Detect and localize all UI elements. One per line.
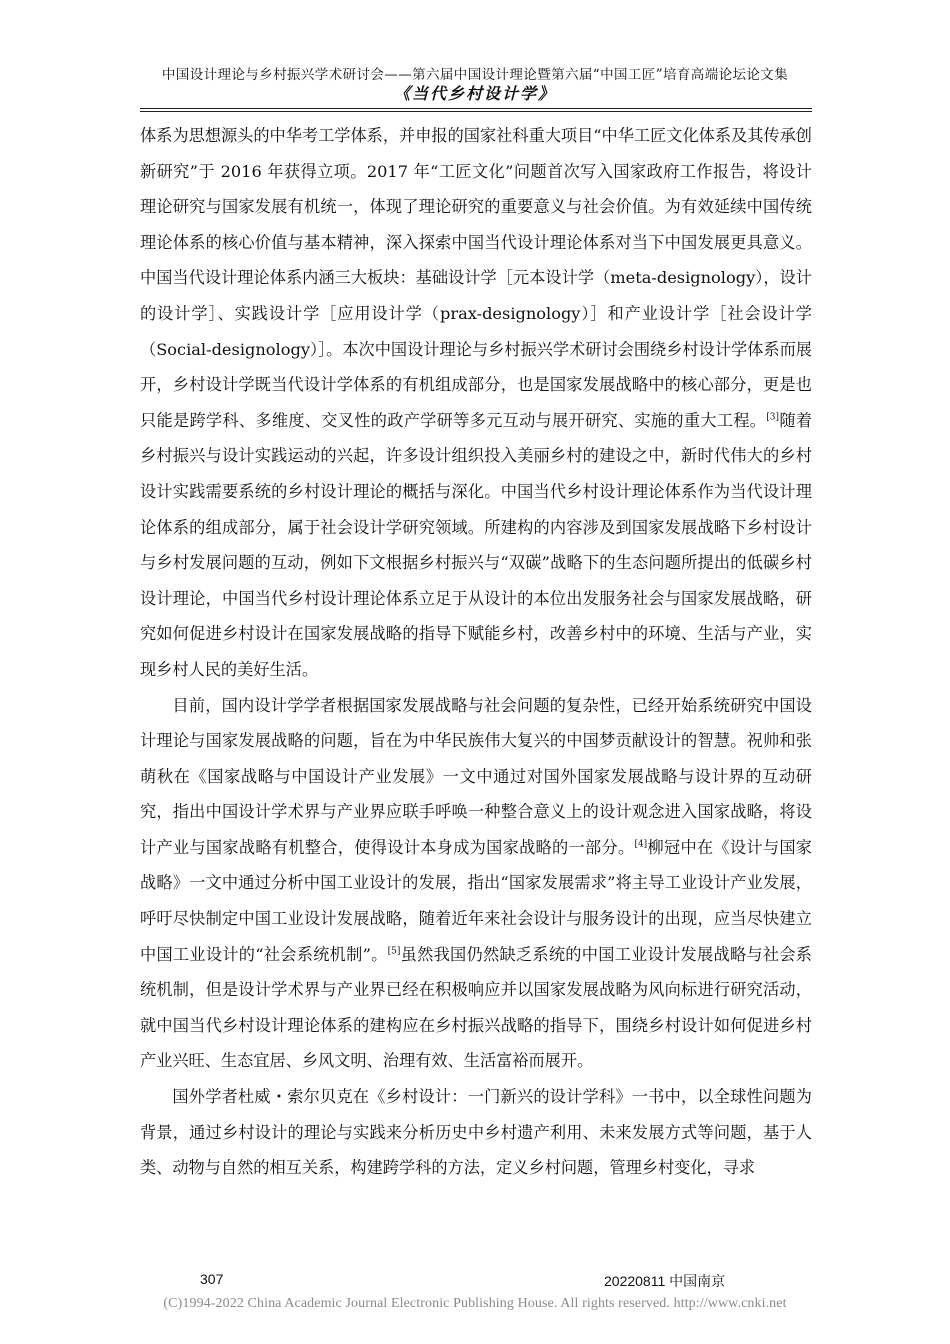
header-rule-top bbox=[140, 108, 812, 109]
proceedings-title: 中国设计理论与乡村振兴学术研讨会——第六届中国设计理论暨第六届“中国工匠”培育高端论坛论文集 bbox=[161, 67, 789, 83]
citation-marker: [5] bbox=[387, 946, 401, 957]
book-title: 《当代乡村设计学》 bbox=[393, 84, 556, 103]
paragraph-3 bbox=[140, 1079, 812, 1186]
footer-date-location: 20220811 中国南京 bbox=[604, 1273, 726, 1289]
copyright-notice: (C)1994-2022 China Academic Journal Electronic Publishing House. All rights reserved. http://www.cnki.net bbox=[163, 1296, 787, 1311]
text-run: 体系为思想源头的中华考工学体系，并申报的国家社科重大项目“中华工匠文化体系及其传承创新研究”于 2016 年获得立项。2017 年“工匠文化”问题首次写入国家政府工作报告，将设计理论研究与国家发展有机统一，体现了理论研究的重要意义与社会价值。为有效延续中国传统理论体系的核心价值与基本精神，深入探索中国当代设计理论体系对当下中国发展更具意义。中国当代设计理论体系内涵三大板块：基础设计学［元本设计学（meta-designology），设计的设计学］、实践设计学［应用设计学（prax-designology）］和产业设计学［社会设计学（Social-designology）］。本次中国设计理论与乡村振兴学术研讨会围绕乡村设计学体系而展开，乡村设计学既当代设计学体系的有机组成部分，也是国家发展战略中的核心部分，更是也只能是跨学科、多维度、交叉性的政产学研等多元互动与展开研究、实施的重大工程。 bbox=[140, 126, 812, 430]
paragraph-1 bbox=[140, 118, 812, 688]
article-body bbox=[140, 118, 812, 1186]
paragraph-2 bbox=[140, 688, 812, 1080]
text-run: 国外学者杜威・索尔贝克在《乡村设计：一门新兴的设计学科》一书中，以全球性问题为背景，通过乡村设计的理论与实践来分析历史中乡村遗产利用、未来发展方式等问题，基于人类、动物与自然的相互关系，构建跨学科的方法，定义乡村问题，管理乡村变化，寻求 bbox=[140, 1087, 812, 1178]
text-run: 随着乡村振兴与设计实践运动的兴起，许多设计组织投入美丽乡村的建设之中，新时代伟大的乡村设计实践需要系统的乡村设计理论的概括与深化。中国当代乡村设计理论体系作为当代设计理论体系的组成部分，属于社会设计学研究领域。所建构的内容涉及到国家发展战略下乡村设计与乡村发展问题的互动，例如下文根据乡村振兴与“双碳”战略下的生态问题所提出的低碳乡村设计理论，中国当代乡村设计理论体系立足于从设计的本位出发服务社会与国家发展战略，研究如何促进乡村设计在国家发展战略的指导下赋能乡村，改善乡村中的环境、生活与产业，实现乡村人民的美好生活。 bbox=[140, 410, 813, 679]
running-header bbox=[0, 66, 950, 104]
text-run: 虽然我国仍然缺乏系统的中国工业设计发展战略与社会系统机制，但是设计学术界与产业界已经在积极响应并以国家发展战略为风向标进行研究活动，就中国当代乡村设计理论体系的建构应在乡村振兴战略的指导下，围绕乡村设计如何促进乡村产业兴旺、生态宜居、乡风文明、治理有效、生活富裕而展开。 bbox=[140, 944, 812, 1071]
text-run: 目前，国内设计学学者根据国家发展战略与社会问题的复杂性，已经开始系统研究中国设计理论与国家发展战略的问题，旨在为中华民族伟大复兴的中国梦贡献设计的智慧。祝帅和张萌秋在《国家战略与中国设计产业发展》一文中通过对国外国家发展战略与设计界的互动研究，指出中国设计学术界与产业界应联手呼唤一种整合意义上的设计观念进入国家战略，将设计产业与国家战略有机整合，使得设计本身成为国家战略的一部分。 bbox=[140, 695, 812, 857]
citation-marker: [4] bbox=[634, 839, 648, 850]
text-run: 柳冠中在《设计与国家战略》一文中通过分析中国工业设计的发展，指出“国家发展需求”将主导工业设计产业发展，呼吁尽快制定中国工业设计发展战略，随着近年来社会设计与服务设计的出现，应当尽快建立中国工业设计的“社会系统机制”。 bbox=[140, 837, 812, 964]
header-rule-bottom bbox=[140, 111, 812, 112]
page-number: 307 bbox=[200, 1271, 224, 1287]
citation-marker: [3] bbox=[766, 412, 780, 423]
